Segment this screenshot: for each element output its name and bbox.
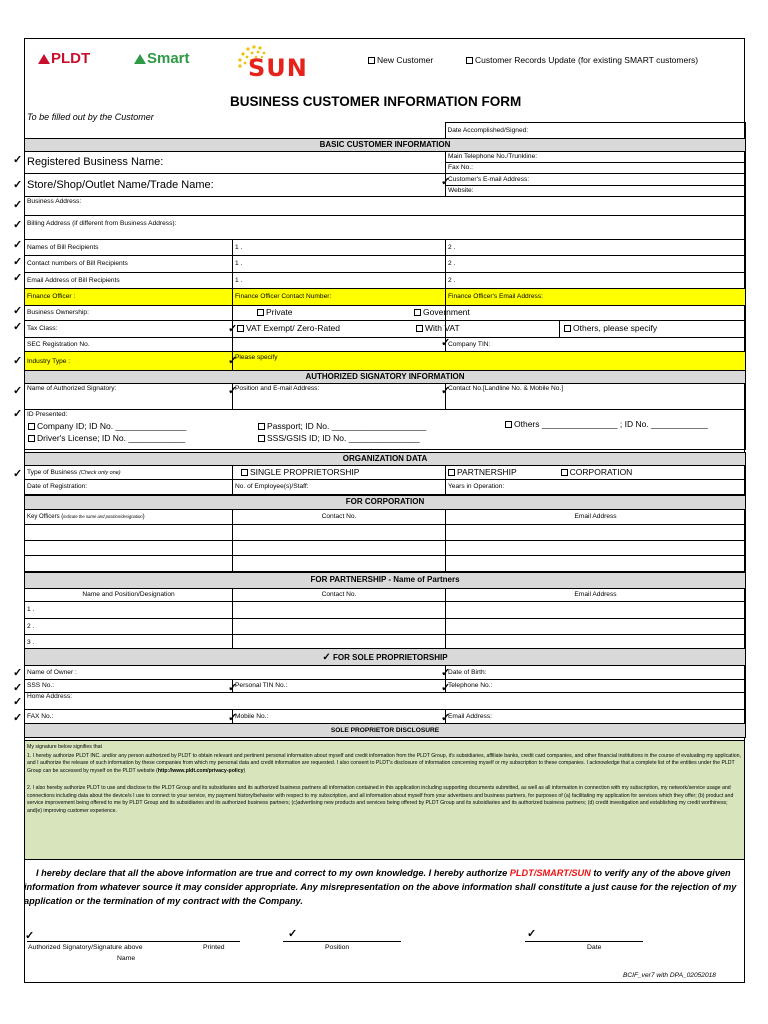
date-accomplished-table <box>24 122 746 139</box>
check-mark: ✓ <box>441 712 451 724</box>
business-type-label: Type of Business (Check only one) <box>25 466 233 480</box>
single-prop-option[interactable]: SINGLE PROPRIETORSHIP <box>233 466 446 480</box>
check-mark: ✓ <box>13 239 23 251</box>
others-id-option[interactable]: Others ________________ ; ID No. ____________ <box>505 420 708 429</box>
email-recipient-1[interactable]: 1 . <box>233 273 446 289</box>
partner-row-2[interactable]: 2 . <box>25 619 233 635</box>
org-heading: ORGANIZATION DATA <box>25 453 746 466</box>
signatory-heading: AUTHORIZED SIGNATORY INFORMATION <box>25 371 746 384</box>
sole-prop-table <box>24 648 746 738</box>
check-mark: ✓ <box>13 408 23 420</box>
drivers-license-checkbox[interactable] <box>28 435 35 442</box>
check-mark: ✓ <box>228 323 238 335</box>
with-vat-option[interactable]: With VAT <box>446 321 560 338</box>
finance-email-field[interactable]: Finance Officer's Email Address: <box>446 289 746 306</box>
check-mark: ✓ <box>13 712 23 724</box>
store-name-field[interactable]: Store/Shop/Outlet Name/Trade Name: <box>25 174 446 197</box>
business-address-field[interactable]: Business Address: <box>25 197 746 216</box>
partner-email-header: Email Address <box>446 589 746 602</box>
check-mark: ✓ <box>13 199 23 211</box>
form-subtitle: To be filled out by the Customer <box>27 112 154 122</box>
disclosure-intro: My signature below signifies that <box>27 744 102 750</box>
position-caption: Position <box>325 944 350 951</box>
check-mark: ✓ <box>228 712 238 724</box>
table-row[interactable] <box>25 541 233 556</box>
partnership-corp-options <box>446 466 746 480</box>
table-cell[interactable] <box>233 525 446 541</box>
check-mark: ✓ <box>13 179 23 191</box>
check-mark: ✓ <box>441 682 451 694</box>
sec-reg-field[interactable]: SEC Registration No. <box>25 338 233 352</box>
partnership-option[interactable]: PARTNERSHIP <box>448 467 517 477</box>
corporation-heading: FOR CORPORATION <box>25 496 746 510</box>
registered-name-field[interactable]: Registered Business Name: <box>25 152 446 174</box>
others-specify-option[interactable]: Others, please specify <box>560 321 746 338</box>
corp-email-header: Email Address <box>446 510 746 525</box>
table-cell[interactable] <box>446 541 746 556</box>
bill-recipient-2[interactable]: 2 . <box>446 240 746 256</box>
years-operation-field[interactable]: Years in Operation: <box>446 480 746 495</box>
contact-number-1[interactable]: 1 . <box>233 256 446 273</box>
check-mark: ✓ <box>441 667 451 679</box>
email-recipients-label: Email Address of Bill Recipients <box>25 273 233 289</box>
table-cell[interactable] <box>233 541 446 556</box>
fax-field[interactable]: Fax No.: <box>446 163 746 174</box>
sole-email-field[interactable]: Email Address: <box>446 710 746 724</box>
date-line <box>525 941 643 942</box>
bill-recipient-1[interactable]: 1 . <box>233 240 446 256</box>
employees-field[interactable]: No. of Employee(s)/Staff: <box>233 480 446 495</box>
table-cell[interactable] <box>233 619 446 635</box>
basic-info-heading: BASIC CUSTOMER INFORMATION <box>25 139 746 152</box>
table-cell[interactable] <box>446 556 746 572</box>
dob-field[interactable]: Date of Birth: <box>446 666 746 680</box>
check-mark: ✓ <box>228 682 238 694</box>
check-mark: ✓ <box>288 928 298 940</box>
sole-fax-field[interactable]: FAX No.: <box>25 710 233 724</box>
signatory-name-field[interactable]: Name of Authorized Signatory: <box>25 384 233 410</box>
passport-checkbox[interactable] <box>258 423 265 430</box>
check-mark: ✓ <box>441 337 451 349</box>
id-presented-block <box>25 410 746 450</box>
date-registration-field[interactable]: Date of Registration: <box>25 480 233 495</box>
telephone-field[interactable]: Telephone No.: <box>446 680 746 693</box>
email-recipient-2[interactable]: 2 . <box>446 273 746 289</box>
main-tel-field[interactable]: Main Telephone No./Trunkline: <box>446 152 746 163</box>
partnership-table <box>24 572 746 651</box>
partner-row-1[interactable]: 1 . <box>25 602 233 619</box>
contact-numbers-label: Contact numbers of Bill Recipients <box>25 256 233 273</box>
sss-gsis-checkbox[interactable] <box>258 435 265 442</box>
finance-officer-field[interactable]: Finance Officer : <box>25 289 233 306</box>
private-checkbox[interactable] <box>257 309 264 316</box>
company-tin-field[interactable]: Company TIN: <box>446 338 746 352</box>
basic-info-table <box>24 138 746 372</box>
check-mark: ✓ <box>13 468 23 480</box>
personal-tin-field[interactable]: Personal TIN No.: <box>233 680 446 693</box>
check-mark: ✓ <box>527 928 537 940</box>
others-specify-checkbox[interactable] <box>564 325 571 332</box>
check-mark: ✓ <box>13 355 23 367</box>
signatory-position-field[interactable]: Position and E-mail Address: <box>233 384 446 410</box>
check-mark: ✓ <box>13 667 23 679</box>
government-checkbox[interactable] <box>414 309 421 316</box>
records-update-option[interactable]: Customer Records Update (for existing SMART customers) <box>466 55 698 65</box>
check-mark: ✓ <box>441 176 451 188</box>
company-id-checkbox[interactable] <box>28 423 35 430</box>
vat-exempt-checkbox[interactable] <box>237 325 244 332</box>
website-field[interactable]: Website: <box>446 186 746 197</box>
company-id-option[interactable]: Company ID; ID No. _______________ <box>28 422 186 431</box>
single-prop-checkbox[interactable] <box>241 469 248 476</box>
position-line <box>283 941 401 942</box>
table-cell[interactable] <box>446 525 746 541</box>
table-cell[interactable] <box>233 602 446 619</box>
signature-caption: Authorized Signatory/Signature above <box>28 944 143 951</box>
signatory-contact-field[interactable]: Contact No.[Landline No. & Mobile No.] <box>446 384 746 410</box>
privacy-policy-link[interactable]: http://www.pldt.com/privacy-policy <box>157 767 244 774</box>
check-mark: ✓ <box>13 154 23 166</box>
email-field[interactable]: Customer's E-mail Address: <box>446 174 746 186</box>
printed-caption: Printed <box>203 944 225 951</box>
table-cell[interactable] <box>446 602 746 619</box>
new-customer-checkbox[interactable] <box>368 57 375 64</box>
declaration-text: I hereby declare that all the above information are true and correct to my own knowledge. I hereby authorize PLDT/SMART/SUN to verify any of the above given information from whatever source it may consider appropriate. Any misrepresentation on the above information shall constitute a just cause for the rejection of my application or the termination of my contract with the Company. <box>24 868 737 906</box>
check-mark: ✓ <box>228 355 238 367</box>
billing-address-field[interactable]: Billing Address (if different from Business Address): <box>25 216 746 240</box>
drivers-license-option[interactable]: Driver's License; ID No. ____________ <box>28 434 185 443</box>
owner-name-field[interactable]: Name of Owner : <box>25 666 446 680</box>
tax-class-label: Tax Class: <box>25 321 233 338</box>
date-accomplished-field[interactable]: Date Accomplished/Signed: <box>445 123 745 139</box>
partner-contact-header: Contact No. <box>233 589 446 602</box>
ownership-private-option[interactable]: Private <box>233 306 446 321</box>
partner-row-3[interactable]: 3 . <box>25 635 233 651</box>
signatory-table <box>24 370 746 450</box>
sec-reg-value[interactable] <box>233 338 446 352</box>
table-cell[interactable] <box>233 556 446 572</box>
bill-recipients-label: Names of Bill Recipients <box>25 240 233 256</box>
check-mark: ✓ <box>13 696 23 708</box>
new-customer-option[interactable]: New Customer <box>368 55 433 65</box>
disclosure-box <box>24 740 745 860</box>
check-mark: ✓ <box>25 930 35 942</box>
with-vat-checkbox[interactable] <box>416 325 423 332</box>
pldt-logo: PLDT <box>38 50 90 67</box>
org-table <box>24 452 746 495</box>
ownership-government-option[interactable]: Government <box>446 306 746 321</box>
partnership-checkbox[interactable] <box>448 469 455 476</box>
check-mark: ✓ <box>13 272 23 284</box>
table-cell[interactable] <box>446 619 746 635</box>
check-mark: ✓ <box>13 321 23 333</box>
passport-option[interactable]: Passport; ID No. ____________________ <box>258 422 426 431</box>
signature-line <box>27 941 240 942</box>
records-update-checkbox[interactable] <box>466 57 473 64</box>
pldt-logo-icon <box>38 54 50 64</box>
smart-logo: Smart <box>134 50 190 67</box>
mobile-field[interactable]: Mobile No.: <box>233 710 446 724</box>
form-title: BUSINESS CUSTOMER INFORMATION FORM <box>230 94 522 109</box>
name-caption: Name <box>117 955 136 962</box>
check-mark: ✓ <box>13 219 23 231</box>
form-version: BCIF_ver7 with DPA_02052018 <box>623 972 716 979</box>
date-caption: Date <box>587 944 602 951</box>
contact-number-2[interactable]: 2 . <box>446 256 746 273</box>
others-id-checkbox[interactable] <box>505 421 512 428</box>
table-row[interactable] <box>25 556 233 572</box>
id-presented-label: ID Presented: <box>27 411 68 418</box>
corporation-checkbox[interactable] <box>561 469 568 476</box>
check-mark: ✓ <box>13 256 23 268</box>
industry-specify-field[interactable]: Please specify <box>233 352 746 372</box>
check-mark: ✓ <box>441 385 451 397</box>
table-row[interactable] <box>25 525 233 541</box>
sss-gsis-option[interactable]: SSS/GSIS ID; ID No. _______________ <box>258 434 420 443</box>
industry-type-field[interactable]: Industry Type : <box>25 352 233 372</box>
ownership-label: Business Ownership: <box>25 306 233 321</box>
disclosure-paragraph-1: 1. I hereby authorize PLDT INC. and/or any person authorized by PLDT to obtain relevant and pertinent personal information about myself and credit information from the PLDT Group, it's subsidiaries, affiliate banks, credit card companies, and other financial institutions in the course of evaluating my application, and I authorize the release of such information by these companies from which my personal data and credit information are requested. I also consent to PLDT's disclosure of information concerning myself or my subscription to these companies. I acknowledge that a complete list of the entities under the PLDT Group can be accessed by myself on the PLDT website (http://www.pldt.com/privacy-policy) <box>27 752 741 774</box>
sole-prop-heading: ✓ FOR SOLE PROPRIETORSHIP <box>25 649 746 666</box>
check-mark: ✓ <box>228 385 238 397</box>
home-address-field[interactable]: Home Address: <box>25 693 746 710</box>
vat-exempt-option[interactable]: VAT Exempt/ Zero-Rated <box>233 321 446 338</box>
partnership-heading: FOR PARTNERSHIP - Name of Partners <box>25 573 746 589</box>
partner-name-header: Name and Position/Designation <box>25 589 233 602</box>
corporation-option[interactable]: CORPORATION <box>561 467 633 477</box>
check-mark: ✓ <box>13 305 23 317</box>
smart-logo-icon <box>134 54 146 64</box>
check-mark: ✓ <box>13 682 23 694</box>
key-officers-header: Key Officers (indicate the name and position/designation) <box>25 510 233 525</box>
corp-contact-header: Contact No. <box>233 510 446 525</box>
finance-contact-field[interactable]: Finance Officer Contact Number: <box>233 289 446 306</box>
disclosure-heading: SOLE PROPRIETOR DISCLOSURE <box>25 724 746 738</box>
disclosure-paragraph-2: 2. I also hereby authorize PLDT to use and disclose to the PLDT Group and its subsidiaries and its authorized business partners all information contained in this application including supporting documents submitted, as well as all information in connection with my subscription, my network/service usage and connections including data about the device/s I use to connect to your service, my payment history/behavior with respect to my subscription, and all information about myself from your advertisers and business partners, for purposes of (a) facilitating my application for services which they offer; (b) product and service improvement being offered to me by PLDT Group and its subsidiaries and its authorized business partners; (c)advertising new products and services being offered by PLDT Group and its subsidiaries and its authorized business partners; (d) credit investigation and establishing my credit worthiness; and(e) improving customer experience. <box>27 785 734 814</box>
check-mark: ✓ <box>13 385 23 397</box>
sss-field[interactable]: SSS No.: <box>25 680 233 693</box>
